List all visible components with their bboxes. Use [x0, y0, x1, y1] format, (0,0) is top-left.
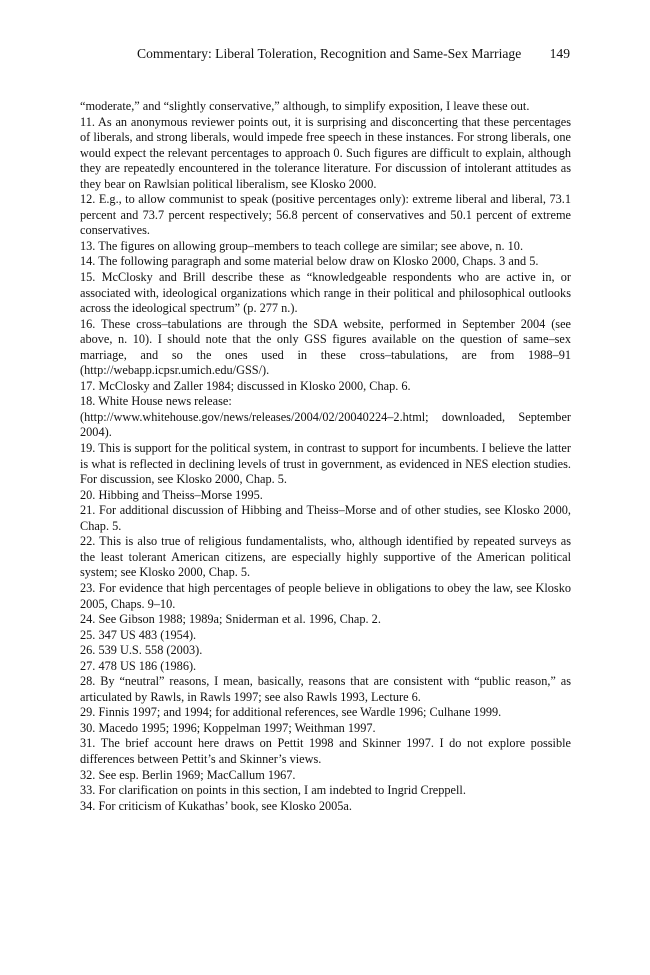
- note-29: 29. Finnis 1997; and 1994; for additional references, see Wardle 1996; Culhane 1999.: [80, 705, 502, 720]
- note-18-url: (http://www.whitehouse.gov/news/releases/2004/02/20040224–2.html; downloaded, September 2004).: [80, 409, 571, 440]
- note-16: 16. These cross–tabulations are through the SDA website, performed in September 2004 (see above, n. 10). I should note that the only GSS figures available on the question of same–sex marriage, and so the ones used in these cross–tabulations, are from 1988–91 (http://webapp.icpsr.umich.edu/GSS/).: [80, 316, 571, 378]
- note-23: 23. For evidence that high percentages of people believe in obligations to obey the law, see Klosko 2005, Chaps. 9–10.: [80, 580, 571, 611]
- note-12: 12. E.g., to allow communist to speak (positive percentages only): extreme liberal and liberal, 73.1 percent and 73.7 percent respectively; 56.8 percent of conservatives and 50.1 percent of extreme conservatives.: [80, 192, 571, 238]
- note-24: 24. See Gibson 1988; 1989a; Sniderman et al. 1996, Chap. 2.: [80, 612, 381, 627]
- note-20: 20. Hibbing and Theiss–Morse 1995.: [80, 487, 263, 502]
- note-27: 27. 478 US 186 (1986).: [80, 658, 197, 673]
- note-25: 25. 347 US 483 (1954).: [80, 627, 197, 642]
- note-30: 30. Macedo 1995; 1996; Koppelman 1997; Weithman 1997.: [80, 720, 376, 735]
- note-31: 31. The brief account here draws on Pettit 1998 and Skinner 1997. I do not explore possible differences between Pettit’s and Skinner’s views.: [80, 736, 571, 766]
- note-34: 34. For criticism of Kukathas’ book, see Klosko 2005a.: [80, 798, 352, 813]
- note-15: 15. McClosky and Brill describe these as “knowledgeable respondents who are active in, or associated with, ideological organizations which range in their political and philosophical outlooks across the ideological spectrum” (p. 277 n.).: [80, 270, 571, 316]
- note-32: 32. See esp. Berlin 1969; MacCallum 1967.: [80, 767, 296, 782]
- note-33: 33. For clarification on points in this section, I am indebted to Ingrid Creppell.: [80, 783, 466, 798]
- note-11: 11. As an anonymous reviewer points out, it is surprising and disconcerting that these percentages of liberals, and strong liberals, would impede free speech in these instances. For strong liberals, one would expect the relevant percentages to approach 0. Such figures are difficult to explain, although they are repeatedly encountered in the tolerance literature. For discussion of intolerant attitudes as they bear on Rawlsian political liberalism, see Klosko 2000.: [80, 114, 571, 191]
- note-28: 28. By “neutral” reasons, I mean, basically, reasons that are consistent with “public reason,” as articulated by Rawls, in Rawls 1997; see also Rawls 1993, Lecture 6.: [80, 674, 571, 704]
- note-14: 14. The following paragraph and some material below draw on Klosko 2000, Chaps. 3 and 5.: [80, 254, 539, 269]
- note-17: 17. McClosky and Zaller 1984; discussed in Klosko 2000, Chap. 6.: [80, 378, 411, 393]
- note-18: 18. White House news release:: [80, 394, 232, 409]
- note-19: 19. This is support for the political system, in contrast to support for incumbents. I believe the latter is what is reflected in declining levels of trust in government, as evidenced in NES election studies. For discussion, see Klosko 2000, Chap. 5.: [80, 441, 571, 487]
- note-21: 21. For additional discussion of Hibbing and Theiss–Morse and of other studies, see Klosko 2000, Chap. 5.: [80, 503, 571, 533]
- note-26: 26. 539 U.S. 558 (2003).: [80, 643, 203, 658]
- note-10-continued: “moderate,” and “slightly conservative,” although, to simplify exposition, I leave these out.: [80, 99, 530, 113]
- note-22: 22. This is also true of religious fundamentalists, who, although identified by repeated surveys as the least tolerant American citizens, are especially highly supportive of the American political system; see Klosko 2000, Chap. 5.: [80, 534, 571, 580]
- note-13: 13. The figures on allowing group–members to teach college are similar; see above, n. 10.: [80, 238, 524, 253]
- endnotes-list: [80, 99, 571, 814]
- running-head: Commentary: Liberal Toleration, Recognition and Same-Sex Marriage: [137, 46, 522, 61]
- page-number: 149: [549, 46, 570, 61]
